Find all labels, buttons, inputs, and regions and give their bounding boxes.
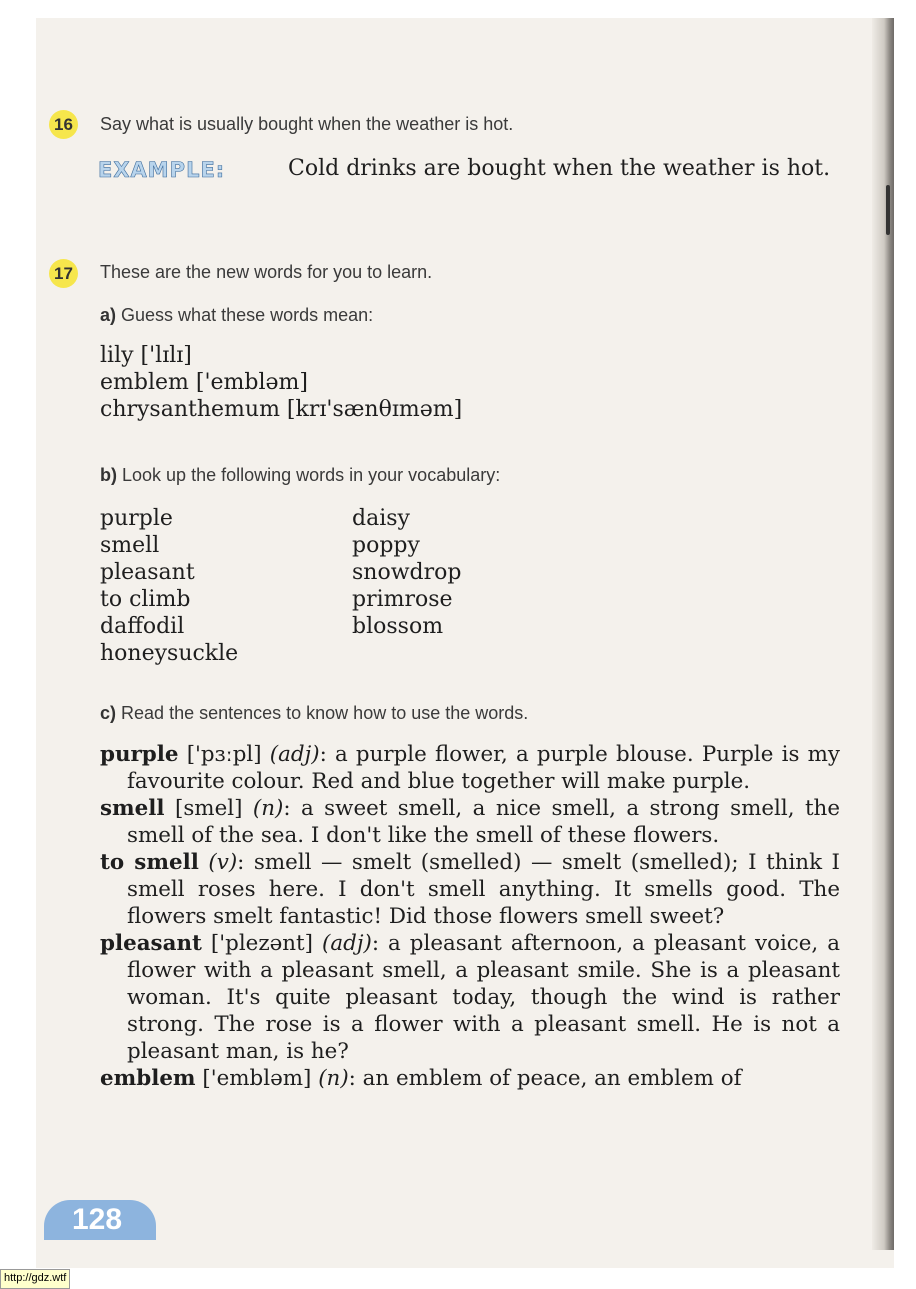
entry-text: : an emblem of peace, an emblem of	[348, 1066, 742, 1091]
exercise-16-instruction: Say what is usually bought when the weather is hot.	[100, 114, 514, 134]
entry-text: : smell — smelt (smelled) — smelt (smelled); I think I smell roses here. I don't smell anything. It smells good. The flowers smelt fantastic! Did those flowers smell sweet?	[127, 850, 840, 929]
list-item: emblem ['embləm]	[100, 370, 308, 395]
watermark-link[interactable]: http://gdz.wtf	[0, 1269, 70, 1289]
part-b-column-1	[100, 505, 238, 667]
list-item: daisy	[352, 506, 410, 531]
entry-headword: to smell	[100, 850, 199, 875]
vocabulary-entry-smell	[100, 795, 840, 849]
entry-transcription: ['pɜːpl]	[186, 742, 262, 767]
vocabulary-entry-purple	[100, 741, 840, 795]
part-a-instruction	[100, 305, 373, 326]
list-item: blossom	[352, 614, 444, 639]
entry-part-of-speech: (n)	[318, 1066, 349, 1091]
book-spine-shadow	[872, 18, 894, 1250]
part-b-column-2	[352, 505, 461, 640]
spine-mark	[886, 185, 890, 235]
entry-transcription: ['embləm]	[202, 1066, 312, 1091]
part-a-text: Guess what these words mean:	[121, 305, 374, 325]
list-item: daffodil	[100, 614, 185, 639]
list-item: primrose	[352, 587, 453, 612]
part-a-word-list	[100, 342, 462, 423]
entry-text: : a pleasant afternoon, a pleasant voice, a flower with a pleasant smell, a pleasant smile. She is a pleasant woman. It's quite pleasant today, though the wind is rather strong. The rose is a flower with a pleasant smell. He is not a pleasant man, is he?	[127, 931, 840, 1064]
vocabulary-entry-pleasant	[100, 930, 840, 1065]
list-item: smell	[100, 533, 160, 558]
entry-text: : a sweet smell, a nice smell, a strong smell, the smell of the sea. I don't like the smell of these flowers.	[127, 796, 840, 848]
list-item: snowdrop	[352, 560, 462, 585]
entry-headword: purple	[100, 742, 179, 767]
entry-transcription: ['plezənt]	[210, 931, 313, 956]
page-number-tab	[44, 1200, 156, 1240]
vocabulary-entries	[100, 741, 840, 1092]
entry-text: : a purple flower, a purple blouse. Purple is my favourite colour. Red and blue together will make purple.	[127, 742, 840, 794]
part-c-text: Read the sentences to know how to use the words.	[121, 703, 529, 723]
entry-part-of-speech: (n)	[252, 796, 284, 821]
example-label: EXAMPLE:	[98, 158, 226, 182]
list-item: purple	[100, 506, 173, 531]
exercise-17-instruction: These are the new words for you to learn.	[100, 262, 433, 282]
list-item: lily ['lɪlɪ]	[100, 343, 192, 368]
list-item: chrysanthemum [krɪ'sænθɪməm]	[100, 397, 463, 422]
vocabulary-entry-emblem	[100, 1065, 840, 1092]
entry-transcription: [smel]	[174, 796, 243, 821]
entry-part-of-speech: (adj)	[322, 931, 372, 956]
example-text: Cold drinks are bought when the weather is hot.	[288, 156, 831, 181]
part-b-instruction	[100, 465, 500, 486]
exercise-17-number: 17	[49, 259, 78, 288]
part-c-instruction	[100, 703, 528, 724]
list-item: to climb	[100, 587, 191, 612]
page-number: 128	[72, 1203, 123, 1236]
list-item: poppy	[352, 533, 420, 558]
entry-headword: smell	[100, 796, 165, 821]
list-item: honeysuckle	[100, 641, 239, 666]
vocabulary-entry-to-smell	[100, 849, 840, 930]
part-b-letter: b)	[100, 465, 117, 485]
part-b-text: Look up the following words in your vocabulary:	[122, 465, 501, 485]
exercise-16-number: 16	[49, 110, 78, 139]
entry-headword: emblem	[100, 1066, 196, 1091]
part-c-letter: c)	[100, 703, 117, 723]
entry-headword: pleasant	[100, 931, 202, 956]
list-item: pleasant	[100, 560, 195, 585]
entry-part-of-speech: (v)	[208, 850, 238, 875]
part-a-letter: a)	[100, 305, 117, 325]
entry-part-of-speech: (adj)	[269, 742, 320, 767]
